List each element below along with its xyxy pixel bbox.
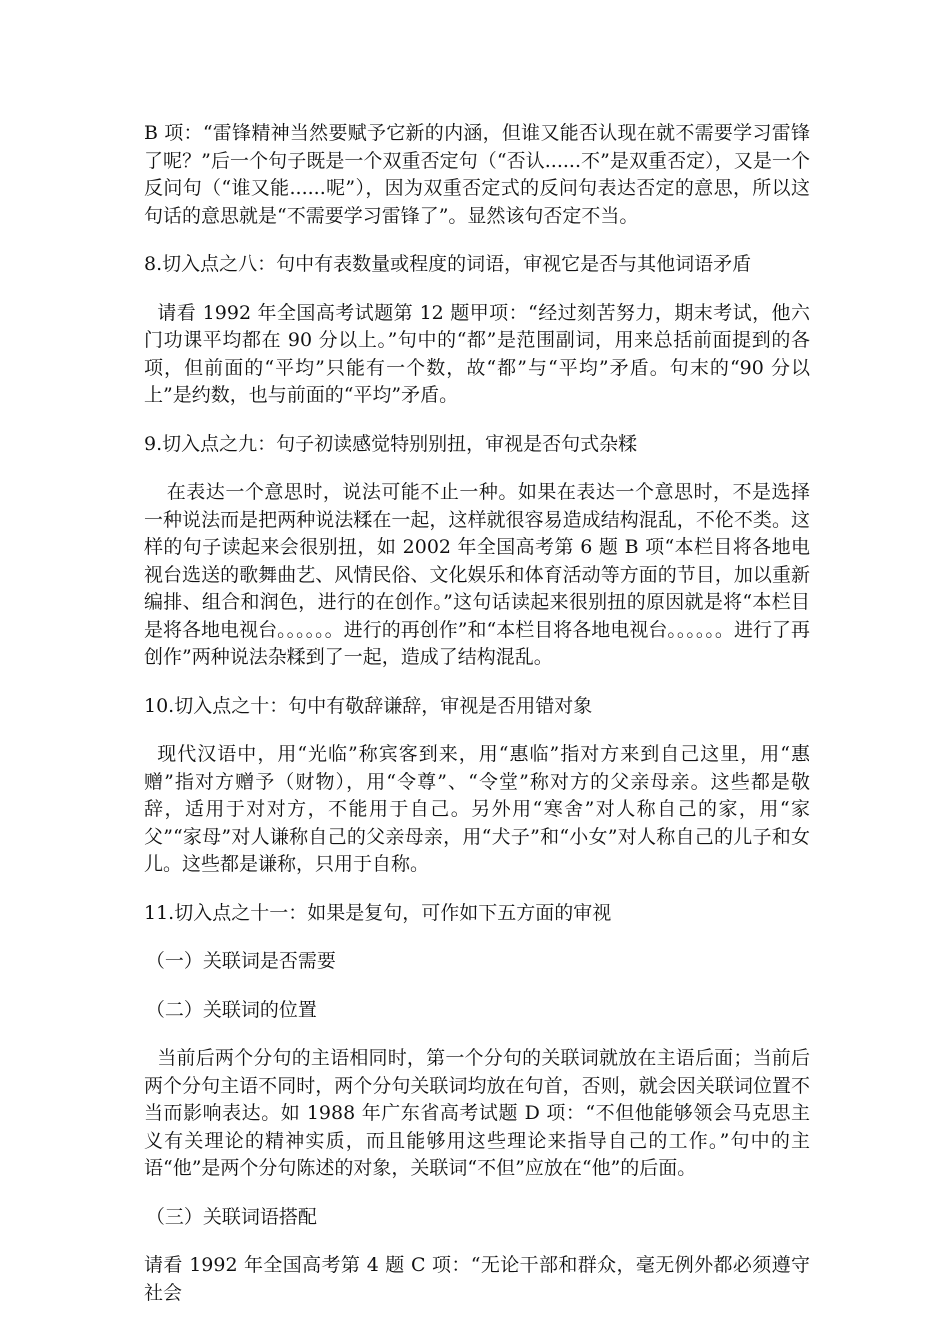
heading-point-8: 8.切入点之八：句中有表数量或程度的词语，审视它是否与其他词语矛盾 (144, 253, 752, 275)
paragraph-b-item-analysis: B 项：“雷锋精神当然要赋予它新的内涵，但谁又能否认现在就不需要学习雷锋了呢？”后一个句子既是一个双重否定句（“否认......不”是双重否定），又是一个反问句（“谁又能......呢”），因为双重否定式的反问句表达否定的意思，所以这句话的意思就是“不需要学习雷锋了”。显然该句否定不当。 (144, 122, 810, 227)
subheading-2: （二）关联词的位置 (145, 998, 317, 1021)
paragraph-point-9-example: 在表达一个意思时，说法可能不止一种。如果在表达一个意思时，不是选择一种说法而是把两种说法糅在一起，这样就很容易造成结构混乱，不伦不类。这样的句子读起来会很别扭，如 2002 年全国高考第 6 题 B 项“本栏目将各地电视台选送的歌舞曲艺、风情民俗、文化娱乐和体育活动等方面的节目，加以重新编排、组合和润色，进行的在创作。”这句话读起来很别扭的原因就是将“本栏目是将各地电视台。。。。。。进行的再创作”和“本栏目将各地电视台。。。。。。进行了再创作”两种说法杂糅到了一起，造成了结构混乱。 (144, 481, 810, 668)
heading-point-11: 11.切入点之十一：如果是复句，可作如下五方面的审视 (144, 901, 612, 924)
document-body (144, 120, 810, 1328)
subheading-1: （一）关联词是否需要 (145, 950, 336, 972)
paragraph-point-10-example: 现代汉语中，用“光临”称宾客到来，用“惠临”指对方来到自己这里，用“惠赠”指对方赠予（财物），用“令尊”、“令堂”称对方的父亲母亲。这些都是敬辞，适用于对对方，不能用于自己。另外用“寒舍”对人称自己的家，用“家父”“家母”对人谦称自己的父亲母亲，用“犬子”和“小女”对人称自己的儿子和女儿。这些都是谦称，只用于自称。 (144, 743, 810, 875)
paragraph-conjunction-position: 当前后两个分句的主语相同时，第一个分句的关联词就放在主语后面；当前后两个分句主语不同时，两个分句关联词均放在句首，否则，就会因关联词位置不当而影响表达。如 1988 年广东省高考试题 D 项：“不但他能够领会马克思主义有关理论的精神实质，而且能够用这些理论来指导自己的工作。”句中的主语“他”是两个分句陈述的对象，关联词“不但”应放在“他”的后面。 (144, 1047, 810, 1179)
paragraph-point-8-example: 请看 1992 年全国高考试题第 12 题甲项：“经过刻苦努力，期末考试，他六门功课平均都在 90 分以上。”句中的“都”是范围副词，用来总括前面提到的各项，但前面的“平均”只能有一个数，故“都”与“平均”矛盾。句末的“90 分以上”是约数，也与前面的“平均”矛盾。 (144, 301, 810, 406)
paragraph-conjunction-pairing: 请看 1992 年全国高考第 4 题 C 项：“无论干部和群众，毫无例外都必须遵守社会 (144, 1254, 810, 1304)
subheading-3: （三）关联词语搭配 (145, 1205, 317, 1228)
heading-point-9: 9.切入点之九：句子初读感觉特别别扭，审视是否句式杂糅 (144, 432, 638, 455)
heading-point-10: 10.切入点之十：句中有敬辞谦辞，审视是否用错对象 (144, 694, 593, 717)
